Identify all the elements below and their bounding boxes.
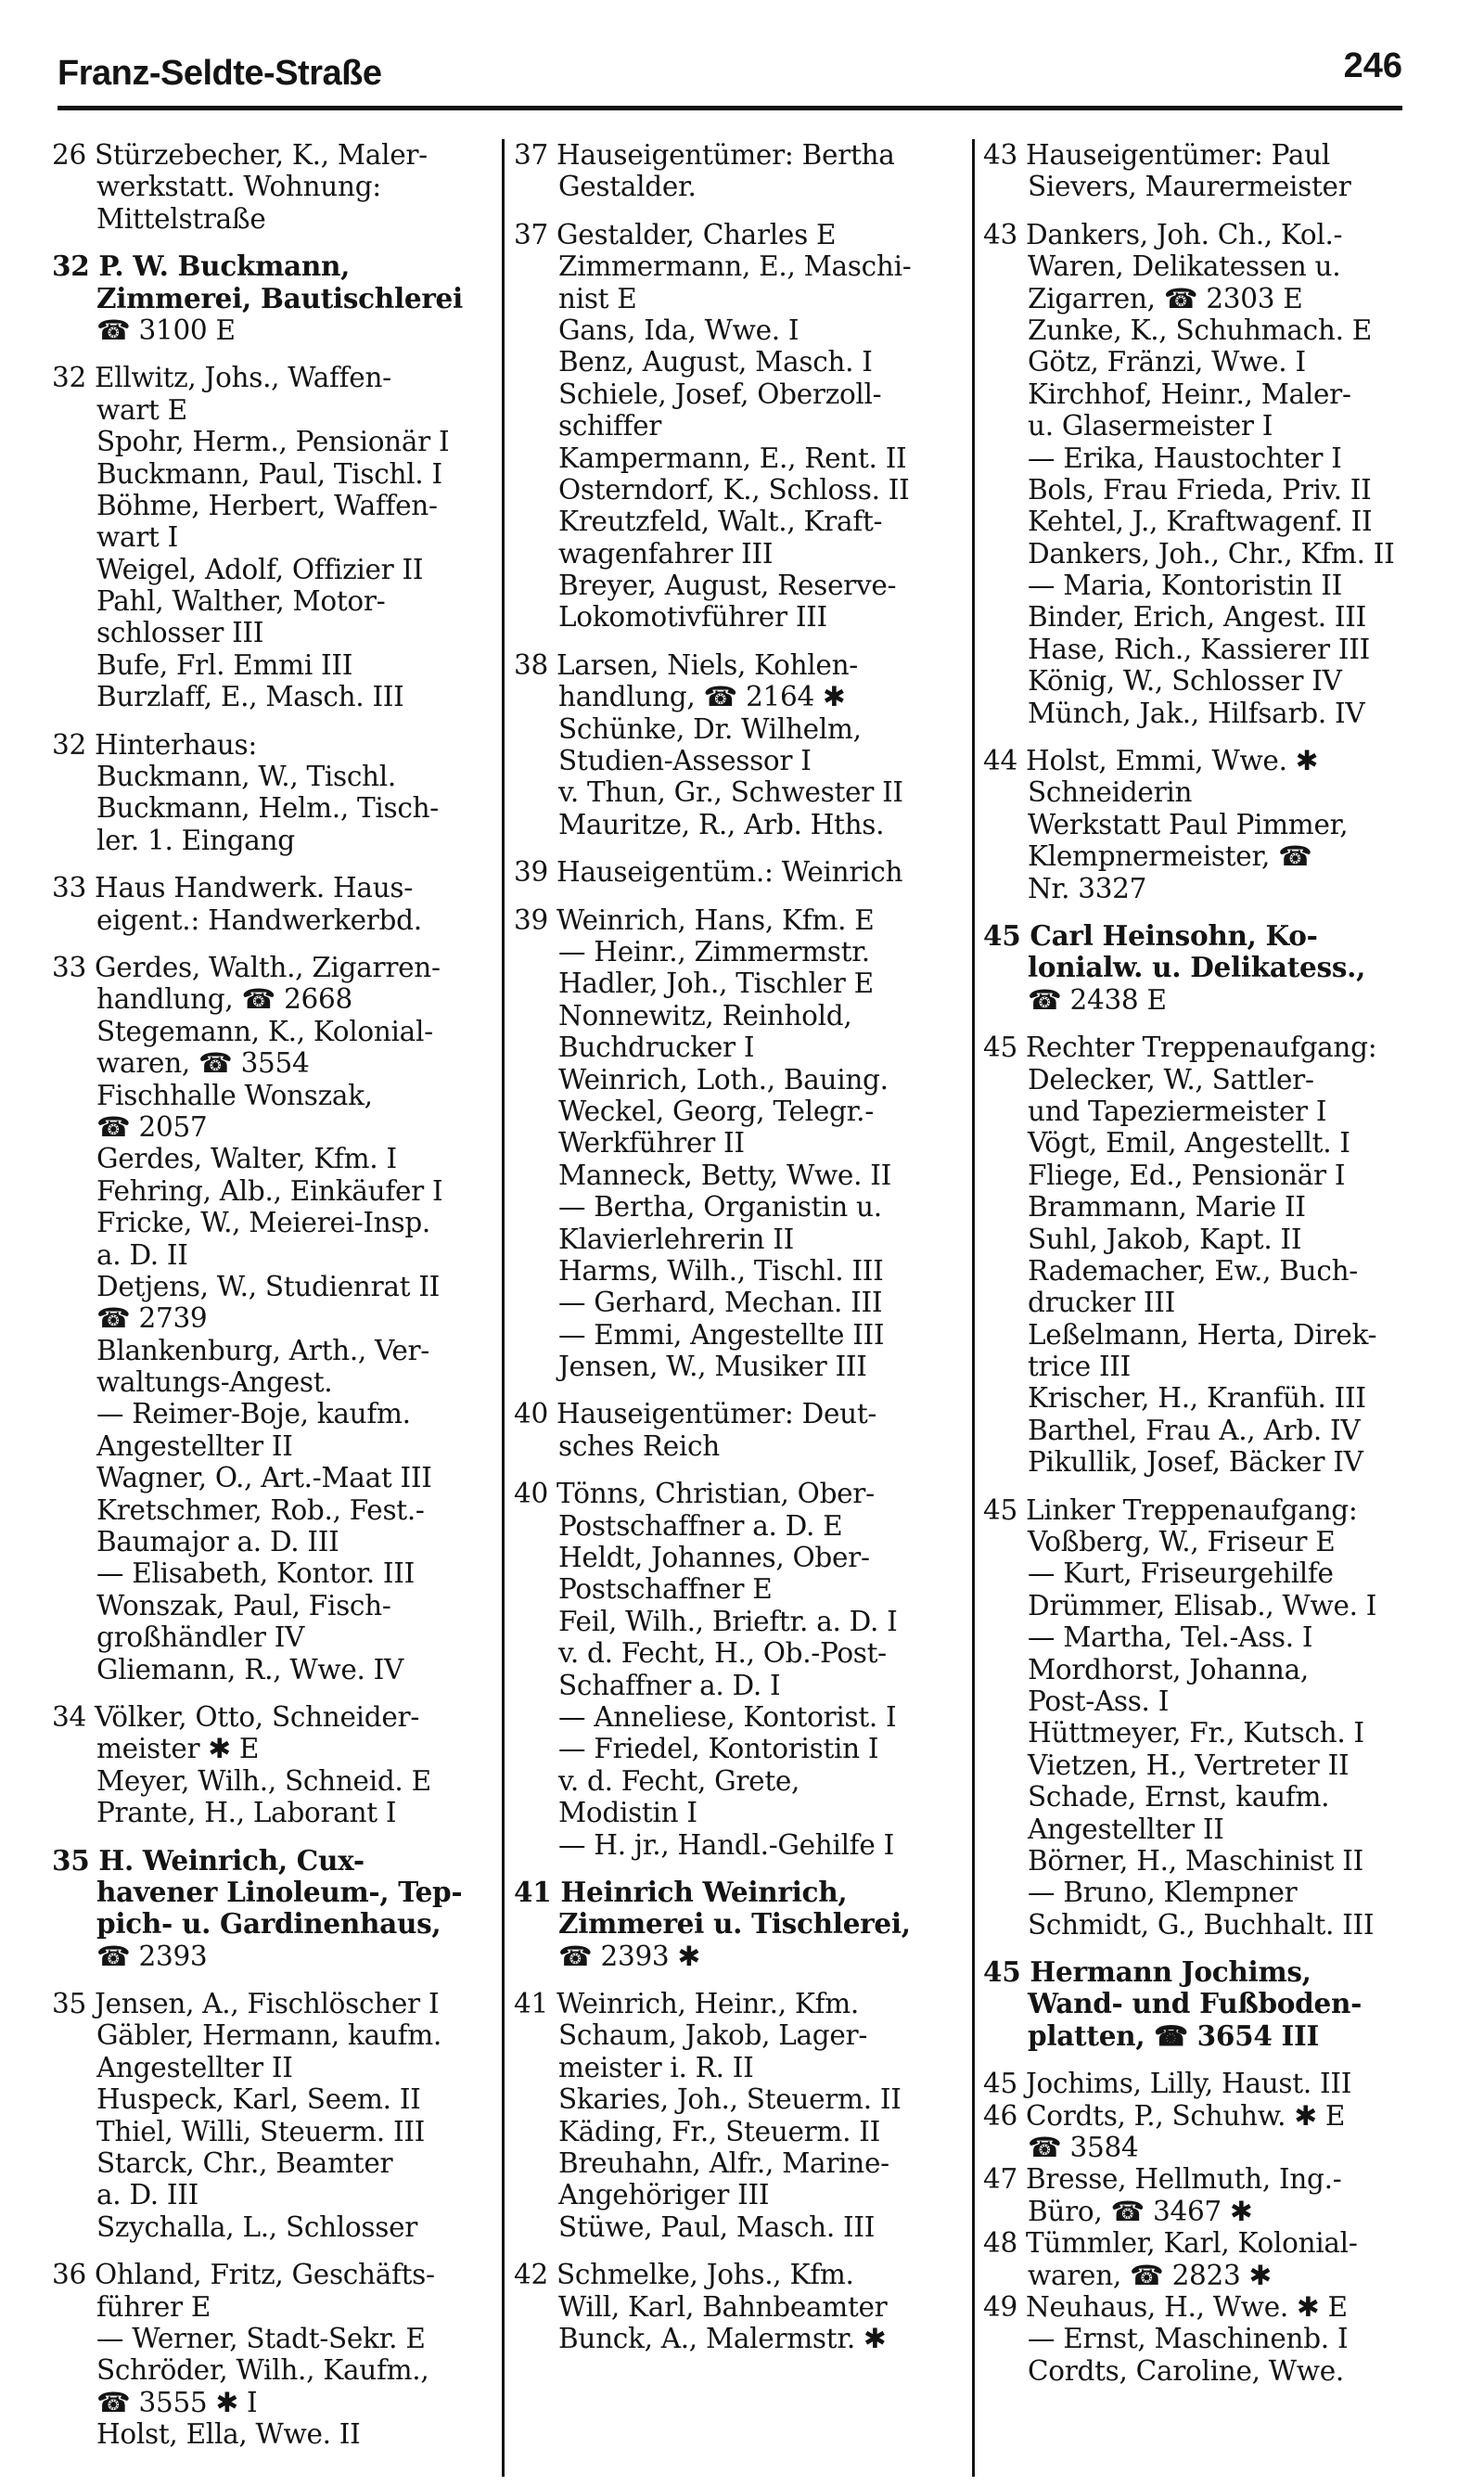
directory-entry (983, 1494, 1438, 1941)
directory-entry (983, 1956, 1438, 2052)
entry-line: Skaries, Joh., Steuerm. II (558, 2083, 902, 2116)
entry-line: Schröder, Wilh., Kaufm., (96, 2354, 429, 2387)
entry-line: Osterndorf, K., Schloss. II (558, 473, 910, 506)
entry-line: 32 Hinterhaus: (52, 728, 257, 761)
entry-line: Suhl, Jakob, Kapt. II (1028, 1223, 1302, 1255)
entry-line: Schmidt, G., Buchhalt. III (1028, 1908, 1375, 1941)
entry-line: 40 Tönns, Christian, Ober- (514, 1478, 875, 1510)
entry-line: 37 Hauseigentümer: Bertha (514, 139, 895, 171)
entry-line: Büro, ☎ 3467 ✱ (1028, 2195, 1253, 2227)
entry-line: Zimmerei, Bautischlerei (96, 282, 463, 314)
entry-line: havener Linoleum-, Tep- (96, 1876, 463, 1908)
entry-line: und Tapeziermeister I (1028, 1095, 1327, 1127)
entry-line: Weinrich, Loth., Bauing. (558, 1063, 889, 1096)
entry-line: Sievers, Maurermeister (1028, 171, 1351, 203)
entry-line: eigent.: Handwerkerbd. (96, 903, 422, 936)
directory-entry (983, 920, 1438, 1016)
entry-line: Mauritze, R., Arb. Hths. (558, 808, 885, 840)
entry-line: Manneck, Betty, Wwe. II (558, 1159, 891, 1191)
entry-line: Pikullik, Josef, Bäcker IV (1028, 1446, 1363, 1479)
entry-line: Werkstatt Paul Pimmer, (1028, 808, 1349, 840)
entry-line: wart I (96, 521, 179, 554)
entry-line: — Anneliese, Kontorist. I (558, 1700, 897, 1733)
entry-line: Werkführer II (558, 1127, 745, 1160)
entry-line: Prante, H., Laborant I (96, 1797, 397, 1829)
entry-line: Zigarren, ☎ 2303 E (1028, 282, 1303, 314)
entry-line: Nr. 3327 (1028, 872, 1147, 904)
entry-line: Rademacher, Ew., Buch- (1028, 1254, 1358, 1287)
column-2 (514, 139, 966, 2458)
entry-line: 39 Hauseigentüm.: Weinrich (514, 856, 903, 889)
entry-line: 38 Larsen, Niels, Kohlen- (514, 648, 858, 681)
entry-line: — Friedel, Kontoristin I (558, 1733, 879, 1765)
entry-line: 45 Jochims, Lilly, Haust. III (983, 2068, 1352, 2100)
directory-entry (514, 2259, 966, 2354)
entry-line: — Kurt, Friseurgehilfe (1028, 1557, 1334, 1590)
entry-line: Kreutzfeld, Walt., Kraft- (558, 506, 883, 538)
entry-line: Barthel, Frau A., Arb. IV (1028, 1414, 1361, 1446)
entry-line: u. Glasermeister I (1028, 410, 1273, 442)
entry-line: Huspeck, Karl, Seem. II (96, 2083, 421, 2116)
entry-line: Angestellter II (1028, 1813, 1224, 1845)
entry-line: drucker III (1028, 1287, 1175, 1319)
directory-entry (52, 139, 495, 235)
entry-line: Binder, Erich, Angest. III (1028, 601, 1366, 634)
directory-entry (52, 362, 495, 712)
entry-line: Hase, Rich., Kassierer III (1028, 633, 1370, 665)
entry-line: 35 Jensen, A., Fischlöscher I (52, 1988, 440, 2020)
entry-line: Delecker, W., Sattler- (1028, 1063, 1314, 1096)
entry-line: 42 Schmelke, Johs., Kfm. (514, 2259, 854, 2291)
entry-line: ☎ 3100 E (96, 314, 236, 346)
entry-line: schiffer (558, 410, 662, 442)
directory-entry (52, 1845, 495, 1973)
entry-line: 45 Carl Heinsohn, Ko- (983, 919, 1318, 952)
column-1 (52, 139, 495, 2458)
entry-line: Studien-Assessor I (558, 745, 812, 777)
entry-line: Blankenburg, Arth., Ver- (96, 1334, 429, 1366)
entry-line: 39 Weinrich, Hans, Kfm. E (514, 903, 875, 936)
entry-line: 48 Tümmler, Karl, Kolonial- (983, 2227, 1358, 2260)
entry-line: Angestellter II (96, 1429, 293, 1462)
entry-line: Gans, Ida, Wwe. I (558, 314, 800, 346)
entry-line: Fliege, Ed., Pensionär I (1028, 1159, 1346, 1191)
entry-line: Burzlaff, E., Masch. III (96, 681, 404, 713)
entry-line: Wonszak, Paul, Fisch- (96, 1589, 391, 1621)
entry-line: Wagner, O., Art.-Maat III (96, 1462, 432, 1494)
directory-entry (514, 219, 966, 634)
entry-line: handlung, ☎ 2668 (96, 983, 352, 1016)
entry-line: Vögt, Emil, Angestellt. I (1028, 1127, 1350, 1160)
entry-line: Breuhahn, Alfr., Marine- (558, 2147, 889, 2180)
entry-line: Hüttmeyer, Fr., Kutsch. I (1028, 1717, 1364, 1749)
entry-line: Benz, August, Masch. I (558, 346, 873, 378)
entry-line: 33 Haus Handwerk. Haus- (52, 872, 413, 904)
entry-line: Fischhalle Wonszak, (96, 1079, 373, 1111)
entry-line: Bufe, Frl. Emmi III (96, 648, 353, 681)
column-divider (972, 139, 975, 2477)
entry-line: Angestellter II (96, 2051, 293, 2083)
header-rule (58, 106, 1402, 110)
entry-line: — Reimer-Boje, kaufm. (96, 1398, 411, 1430)
entry-line: Drümmer, Elisab., Wwe. I (1028, 1589, 1377, 1621)
directory-entry (514, 139, 966, 203)
entry-line: Schaffner a. D. I (558, 1669, 781, 1701)
entry-line: — Werner, Stadt-Sekr. E (96, 2323, 426, 2354)
entry-line: 45 Rechter Treppenaufgang: (983, 1032, 1377, 1064)
entry-line: Lokomotivführer III (558, 601, 827, 634)
entry-line: Buckmann, Paul, Tischl. I (96, 457, 442, 490)
entry-line: v. d. Fecht, Grete, (558, 1764, 800, 1797)
entry-line: Käding, Fr., Steuerm. II (558, 2115, 880, 2147)
entry-line: Weckel, Georg, Telegr.- (558, 1095, 874, 1127)
entry-line: wagenfahrer III (558, 537, 774, 570)
entry-line: Böhme, Herbert, Waffen- (96, 489, 438, 521)
entry-line: Meyer, Wilh., Schneid. E (96, 1764, 431, 1797)
entry-line: a. D. II (96, 1238, 188, 1271)
entry-line: Zimmermann, E., Maschi- (558, 250, 912, 283)
entry-line: Gerdes, Walter, Kfm. I (96, 1143, 397, 1175)
entry-line: 32 Ellwitz, Johs., Waffen- (52, 362, 391, 394)
directory-entry (514, 1877, 966, 1972)
entry-line: ☎ 3584 (1028, 2132, 1139, 2164)
entry-line: — Gerhard, Mechan. III (558, 1287, 883, 1319)
entry-line: 45 Linker Treppenaufgang: (983, 1493, 1358, 1526)
entry-line: Zimmerei u. Tischlerei, (558, 1908, 911, 1941)
entry-line: Schiele, Josef, Oberzoll- (558, 378, 882, 410)
entry-line: 26 Stürzebecher, K., Maler- (52, 139, 428, 171)
entry-line: Mordhorst, Johanna, (1028, 1653, 1309, 1685)
entry-line: Nonnewitz, Reinhold, (558, 999, 852, 1032)
entry-line: Modistin I (558, 1797, 697, 1829)
directory-entry (983, 139, 1438, 203)
entry-line: handlung, ☎ 2164 ✱ (558, 681, 846, 713)
entry-line: Detjens, W., Studienrat II (96, 1270, 441, 1302)
directory-entry (983, 219, 1438, 729)
entry-line: nist E (558, 282, 637, 314)
street-title: Franz-Seldte-Straße (58, 54, 382, 93)
entry-line: v. d. Fecht, H., Ob.-Post- (558, 1637, 887, 1670)
entry-line: — Erika, Haustochter I (1028, 442, 1342, 474)
column-divider (502, 139, 505, 2477)
directory-entry (983, 2068, 1438, 2387)
entry-line: ☎ 2739 (96, 1302, 208, 1335)
entry-line: Hadler, Joh., Tischler E (558, 967, 874, 1000)
entry-line: führer E (96, 2290, 211, 2323)
directory-entry (983, 1032, 1438, 1478)
entry-line: Post-Ass. I (1028, 1685, 1170, 1717)
entry-line: Breyer, August, Reserve- (558, 570, 897, 602)
directory-entry (514, 1478, 966, 1861)
entry-line: Vietzen, H., Vertreter II (1028, 1749, 1350, 1781)
page-header (58, 46, 1402, 102)
entry-line: Leßelmann, Herta, Direk- (1028, 1318, 1377, 1351)
directory-entry (514, 1988, 966, 2243)
entry-line: Wand- und Fußboden- (1028, 1988, 1362, 2020)
entry-line: Fricke, W., Meierei-Insp. (96, 1207, 430, 1239)
entry-line: meister ✱ E (96, 1733, 260, 1765)
entry-line: 46 Cordts, P., Schuhw. ✱ E (983, 2099, 1346, 2132)
entry-line: 41 Weinrich, Heinr., Kfm. (514, 1988, 859, 2020)
entry-line: wart E (96, 393, 187, 426)
entry-line: 44 Holst, Emmi, Wwe. ✱ (983, 745, 1319, 777)
entry-line: — Bruno, Klempner (1028, 1877, 1298, 1909)
directory-entry (514, 856, 966, 888)
entry-line: 43 Dankers, Joh. Ch., Kol.- (983, 218, 1343, 250)
directory-entry (52, 872, 495, 936)
entry-line: 33 Gerdes, Walth., Zigarren- (52, 951, 441, 983)
entry-line: — Emmi, Angestellte III (558, 1318, 885, 1351)
entry-line: Bunck, A., Malermstr. ✱ (558, 2323, 887, 2354)
entry-line: Stüwe, Paul, Masch. III (558, 2210, 876, 2243)
entry-line: Baumajor a. D. III (96, 1526, 339, 1558)
entry-line: Kretschmer, Rob., Fest.- (96, 1493, 425, 1526)
entry-line: Jensen, W., Musiker III (558, 1351, 867, 1383)
entry-line: Angehöriger III (558, 2179, 770, 2211)
entry-line: — Heinr., Zimmermstr. (558, 935, 870, 967)
entry-line: sches Reich (558, 1429, 720, 1462)
entry-line: Cordts, Caroline, Wwe. (1028, 2354, 1344, 2387)
directory-entry (514, 1398, 966, 1462)
entry-line: waren, ☎ 3554 (96, 1047, 310, 1080)
entry-line: Schünke, Dr. Wilhelm, (558, 712, 862, 745)
entry-line: Thiel, Willi, Steuerm. III (96, 2115, 426, 2147)
entry-line: lonialw. u. Delikatess., (1028, 952, 1366, 984)
entry-line: — Martha, Tel.-Ass. I (1028, 1621, 1313, 1654)
entry-line: pich- u. Gardinenhaus, (96, 1908, 441, 1941)
entry-line: — Bertha, Organistin u. (558, 1191, 882, 1224)
entry-line: ☎ 2438 E (1028, 983, 1167, 1016)
entry-line: 45 Hermann Jochims, (983, 1956, 1311, 1989)
entry-line: Kampermann, E., Rent. II (558, 442, 907, 474)
entry-line: Brammann, Marie II (1028, 1191, 1306, 1224)
entry-line: Börner, H., Maschinist II (1028, 1844, 1363, 1877)
entry-line: — H. jr., Handl.-Gehilfe I (558, 1828, 894, 1861)
entry-line: 40 Hauseigentümer: Deut- (514, 1398, 877, 1430)
entry-line: 36 Ohland, Fritz, Geschäfts- (52, 2259, 435, 2291)
entry-line: werkstatt. Wohnung: (96, 171, 381, 203)
entry-line: 32 P. W. Buckmann, (52, 250, 351, 283)
entry-line: Götz, Fränzi, Wwe. I (1028, 346, 1306, 378)
entry-line: Spohr, Herm., Pensionär I (96, 426, 450, 458)
entry-line: Gestalder. (558, 171, 697, 203)
entry-line: — Ernst, Maschinenb. I (1028, 2323, 1349, 2355)
entry-line: platten, ☎ 3654 III (1028, 2019, 1320, 2052)
entry-line: Buchdrucker I (558, 1032, 755, 1064)
entry-line: Dankers, Joh., Chr., Kfm. II (1028, 537, 1395, 570)
entry-line: ler. 1. Eingang (96, 824, 295, 856)
page-number: 246 (1343, 46, 1402, 85)
entry-line: Schneiderin (1028, 776, 1193, 809)
entry-line: schlosser III (96, 617, 264, 649)
entry-line: waltungs-Angest. (96, 1366, 333, 1399)
directory-entry (52, 729, 495, 857)
column-3 (983, 139, 1438, 2458)
entry-line: — Elisabeth, Kontor. III (96, 1557, 415, 1590)
entry-line: Bols, Frau Frieda, Priv. II (1028, 473, 1372, 506)
entry-line: Schade, Ernst, kaufm. (1028, 1781, 1330, 1813)
entry-line: Stegemann, K., Kolonial- (96, 1015, 433, 1047)
entry-line: Mittelstraße (96, 202, 266, 235)
entry-line: Holst, Ella, Wwe. II (96, 2418, 361, 2451)
entry-line: Fehring, Alb., Einkäufer I (96, 1174, 443, 1207)
directory-entry (52, 952, 495, 1685)
entry-line: 34 Völker, Otto, Schneider- (52, 1700, 419, 1733)
entry-line: Krischer, H., Kranfüh. III (1028, 1382, 1366, 1415)
directory-entry (52, 1988, 495, 2243)
entry-line: Weigel, Adolf, Offizier II (96, 553, 424, 585)
entry-line: ☎ 3555 ✱ I (96, 2386, 258, 2418)
directory-entry (514, 904, 966, 1383)
entry-line: Pahl, Walther, Motor- (96, 585, 386, 618)
entry-line: Buckmann, W., Tischl. (96, 761, 396, 793)
entry-line: Gäbler, Hermann, kaufm. (96, 2019, 441, 2052)
entry-line: waren, ☎ 2823 ✱ (1028, 2259, 1272, 2291)
entry-line: Waren, Delikatessen u. (1028, 250, 1341, 283)
entry-line: Gliemann, R., Wwe. IV (96, 1653, 403, 1685)
entry-line: Postschaffner a. D. E (558, 1509, 843, 1542)
entry-line: großhändler IV (96, 1621, 305, 1654)
entry-line: 47 Bresse, Hellmuth, Ing.- (983, 2163, 1342, 2196)
entry-line: 49 Neuhaus, H., Wwe. ✱ E (983, 2291, 1348, 2323)
entry-line: Zunke, K., Schuhmach. E (1028, 314, 1372, 346)
entry-line: König, W., Schlosser IV (1028, 665, 1342, 698)
entry-line: Voßberg, W., Friseur E (1028, 1526, 1336, 1558)
directory-entry (514, 649, 966, 840)
entry-line: Schaum, Jakob, Lager- (558, 2019, 868, 2052)
entry-line: Klavierlehrerin II (558, 1223, 794, 1255)
entry-line: Heldt, Johannes, Ober- (558, 1542, 870, 1574)
entry-line: Starck, Chr., Beamter (96, 2147, 393, 2180)
entry-line: trice III (1028, 1351, 1132, 1383)
entry-line: 43 Hauseigentümer: Paul (983, 139, 1330, 171)
entry-line: 41 Heinrich Weinrich, (514, 1876, 848, 1908)
entry-line: Kehtel, J., Kraftwagenf. II (1028, 506, 1373, 538)
entry-line: ☎ 2393 ✱ (558, 1940, 700, 1972)
entry-line: Buckmann, Helm., Tisch- (96, 792, 439, 825)
entry-line: Harms, Wilh., Tischl. III (558, 1254, 884, 1287)
entry-line: a. D. III (96, 2179, 198, 2211)
entry-line: ☎ 2057 (96, 1110, 208, 1143)
entry-line: Kirchhof, Heinr., Maler- (1028, 378, 1351, 410)
entry-line: 37 Gestalder, Charles E (514, 218, 837, 250)
directory-entry (52, 2259, 495, 2450)
entry-line: meister i. R. II (558, 2051, 754, 2083)
entry-line: v. Thun, Gr., Schwester II (558, 776, 903, 809)
entry-line: Will, Karl, Bahnbeamter (558, 2290, 888, 2323)
directory-entry (983, 745, 1438, 904)
entry-line: 35 H. Weinrich, Cux- (52, 1844, 365, 1877)
entry-line: — Maria, Kontoristin II (1028, 570, 1342, 602)
entry-line: ☎ 2393 (96, 1940, 208, 1972)
entry-line: Feil, Wilh., Brieftr. a. D. I (558, 1605, 898, 1637)
entry-line: Klempnermeister, ☎ (1028, 840, 1312, 873)
directory-entry (52, 1701, 495, 1829)
directory-entry (52, 250, 495, 346)
entry-line: Szychalla, L., Schlosser (96, 2210, 418, 2243)
entry-line: Postschaffner E (558, 1573, 773, 1606)
entry-line: Münch, Jak., Hilfsarb. IV (1028, 697, 1365, 729)
